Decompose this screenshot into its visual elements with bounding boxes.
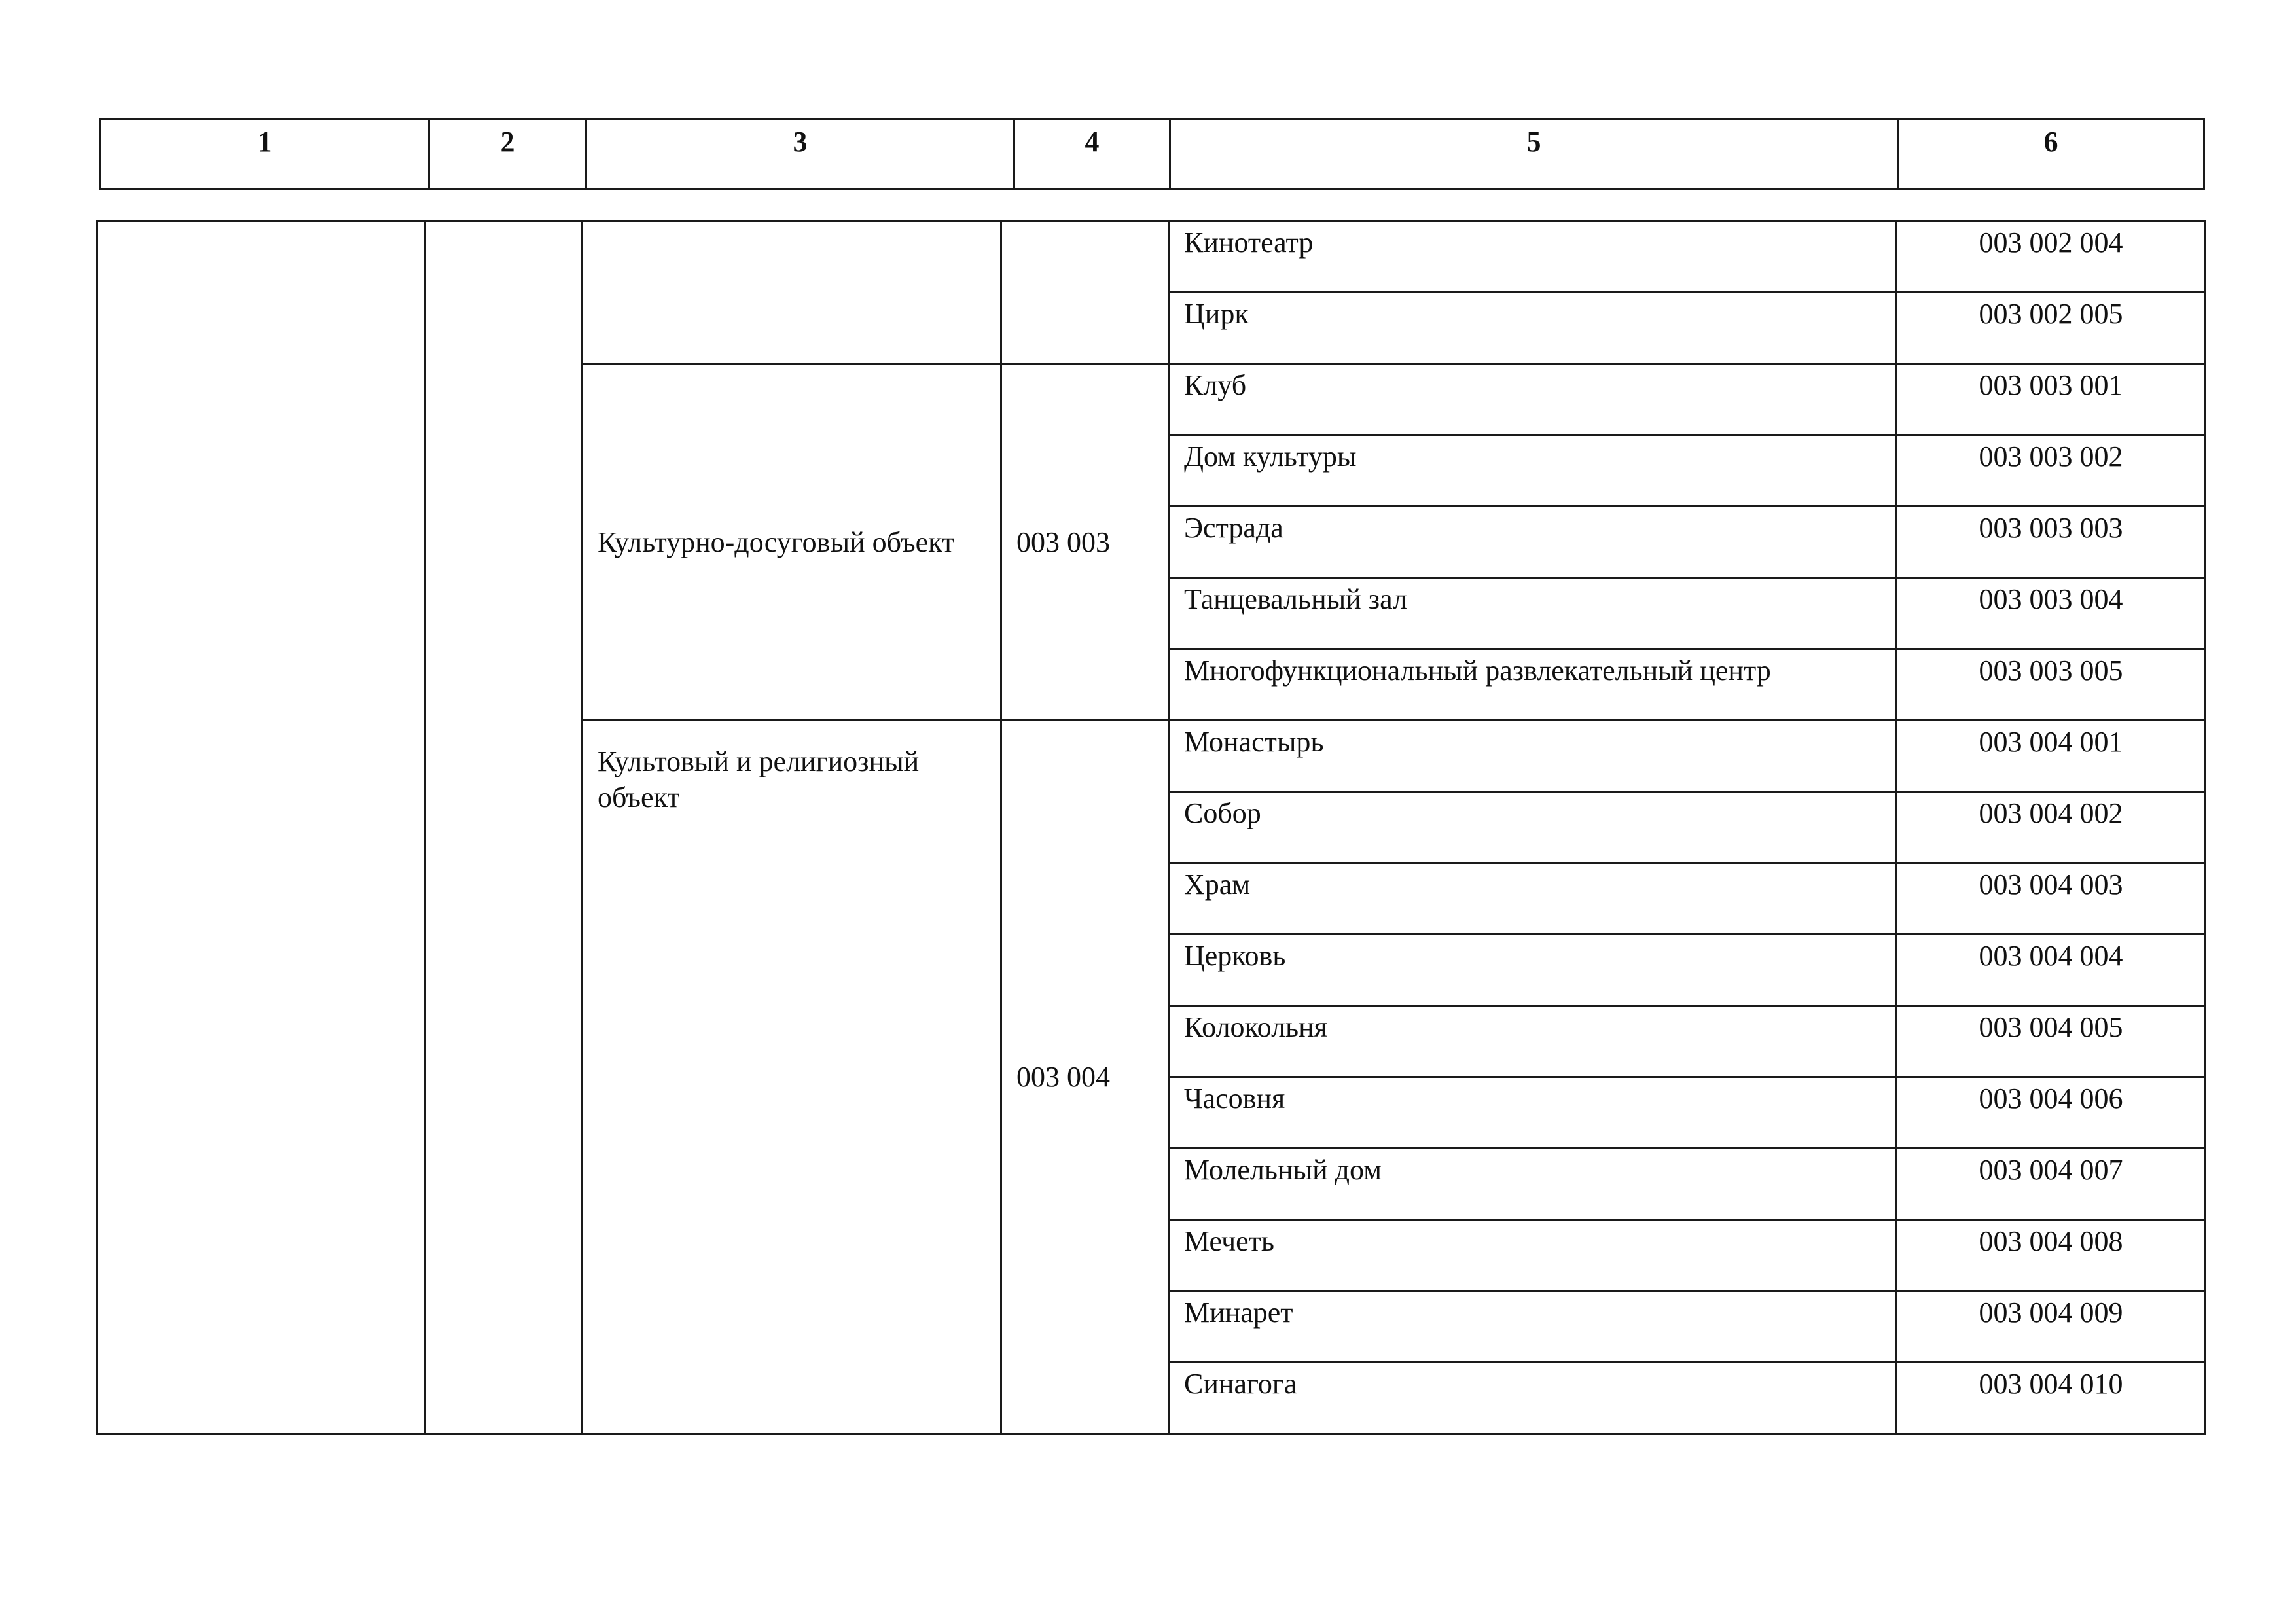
item-code-cell: 003 004 003: [1897, 863, 2206, 935]
item-name-cell: Синагога: [1169, 1363, 1897, 1434]
item-code-cell: 003 004 005: [1897, 1006, 2206, 1077]
item-name-cell: Эстрада: [1169, 507, 1897, 578]
table-row: [97, 221, 2206, 293]
header-col-3: 3: [586, 119, 1014, 189]
item-name-cell: Мечеть: [1169, 1220, 1897, 1291]
item-name-cell: Колокольня: [1169, 1006, 1897, 1077]
group-code-cell: [1001, 221, 1169, 364]
item-name-cell: Минарет: [1169, 1291, 1897, 1363]
item-code-cell: 003 003 004: [1897, 578, 2206, 649]
item-code-cell: 003 003 005: [1897, 649, 2206, 721]
classifier-table: [96, 220, 2206, 1435]
item-name-cell: Часовня: [1169, 1077, 1897, 1149]
item-name-cell: Собор: [1169, 792, 1897, 863]
col-1-cell: [97, 221, 425, 1434]
item-code-cell: 003 004 010: [1897, 1363, 2206, 1434]
item-code-cell: 003 003 001: [1897, 364, 2206, 435]
item-name-cell: Молельный дом: [1169, 1149, 1897, 1220]
header-col-5: 5: [1170, 119, 1898, 189]
item-name-cell: Цирк: [1169, 293, 1897, 364]
header-col-6: 6: [1898, 119, 2204, 189]
item-name-cell: Клуб: [1169, 364, 1897, 435]
item-name-cell: Кинотеатр: [1169, 221, 1897, 293]
item-code-cell: 003 004 002: [1897, 792, 2206, 863]
item-name-cell: Танцевальный зал: [1169, 578, 1897, 649]
item-name-cell: Многофункциональный развлекательный центр: [1169, 649, 1897, 721]
item-code-cell: 003 004 006: [1897, 1077, 2206, 1149]
group-name-cell: Культурно-досуговый объект: [583, 364, 1001, 721]
item-code-cell: 003 002 004: [1897, 221, 2206, 293]
item-code-cell: 003 004 008: [1897, 1220, 2206, 1291]
header-col-4: 4: [1014, 119, 1170, 189]
item-code-cell: 003 004 007: [1897, 1149, 2206, 1220]
column-number-header: [99, 118, 2205, 190]
item-code-cell: 003 003 003: [1897, 507, 2206, 578]
item-code-cell: 003 004 001: [1897, 721, 2206, 792]
item-code-cell: 003 004 009: [1897, 1291, 2206, 1363]
item-name-cell: Церковь: [1169, 935, 1897, 1006]
item-name-cell: Храм: [1169, 863, 1897, 935]
group-code-cell: 003 004: [1001, 721, 1169, 1434]
header-col-1: 1: [101, 119, 429, 189]
header-col-2: 2: [429, 119, 586, 189]
item-code-cell: 003 002 005: [1897, 293, 2206, 364]
item-name-cell: Монастырь: [1169, 721, 1897, 792]
item-name-cell: Дом культуры: [1169, 435, 1897, 507]
group-name-cell: [583, 221, 1001, 364]
group-name-cell: Культовый и религиозный объект: [583, 721, 1001, 1434]
col-2-cell: [425, 221, 583, 1434]
header-row: [101, 119, 2204, 189]
group-code-cell: 003 003: [1001, 364, 1169, 721]
item-code-cell: 003 003 002: [1897, 435, 2206, 507]
item-code-cell: 003 004 004: [1897, 935, 2206, 1006]
